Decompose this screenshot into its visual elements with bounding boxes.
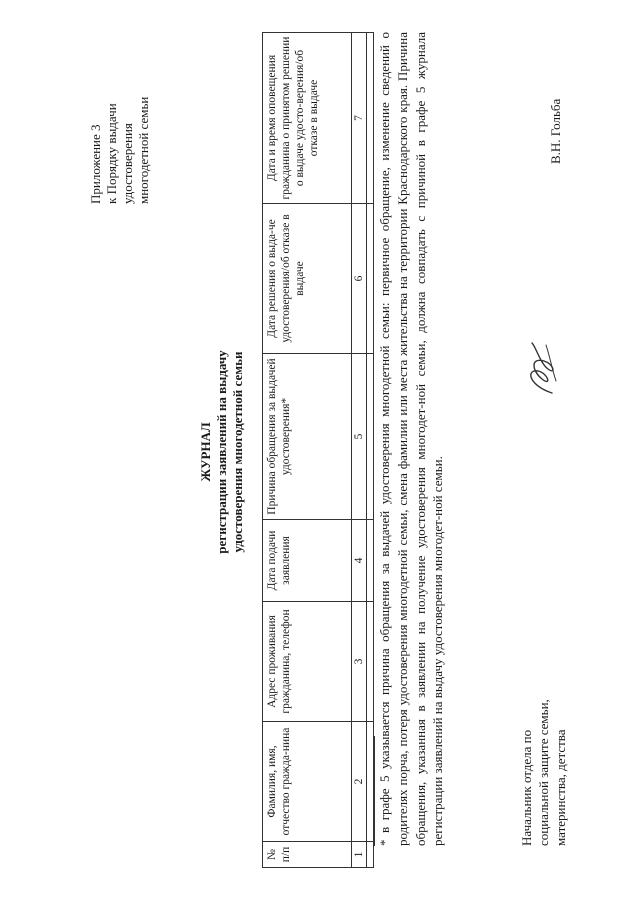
column-number: 1 bbox=[352, 842, 367, 868]
column-header: Дата подачи заявления bbox=[263, 520, 352, 602]
appendix-line: Приложение 3 bbox=[88, 124, 103, 204]
table-cell bbox=[367, 520, 374, 602]
table-cell bbox=[367, 354, 374, 520]
table-cell bbox=[367, 204, 374, 354]
table-cell bbox=[367, 842, 374, 868]
appendix-line: к Порядку выдачи bbox=[104, 103, 119, 204]
appendix-note bbox=[88, 34, 152, 204]
title-line: ЖУРНАЛ bbox=[198, 422, 213, 482]
title-line: удостоверения многодетной семьи bbox=[230, 351, 245, 553]
signer-line: социальной защите семьи, bbox=[536, 699, 551, 846]
column-number-row bbox=[352, 33, 367, 868]
signer-position bbox=[518, 699, 569, 846]
table-header-row bbox=[263, 33, 352, 868]
handwritten-signature bbox=[522, 339, 562, 399]
footnote: * в графе 5 указывается причина обращения за выдачей удостоверения многодетной семьи: первичное обращение, изменение сведений о родителях порча, потеря удостоверения многодетной семьи, смена фамилии или места жительства на территории Краснодарского края. Причина обращения, указанная в заявлении на получение удостоверения многодет-ной семьи, должна совпадать с причиной в графе 5 журнала регистрации заявлений на выдачу удостоверения многодет-ной семьи. bbox=[377, 32, 446, 846]
table-row bbox=[367, 33, 374, 868]
column-header: Дата решения о выда-че удостоверения/об отказе в выдаче bbox=[263, 204, 352, 354]
table-cell bbox=[367, 33, 374, 204]
signer-name: В.Н. Гольба bbox=[548, 98, 563, 164]
table-cell bbox=[367, 602, 374, 722]
appendix-line: удостоверения bbox=[120, 123, 135, 204]
column-number: 2 bbox=[352, 722, 367, 842]
column-header: № п/п bbox=[263, 842, 352, 868]
column-number: 7 bbox=[352, 33, 367, 204]
signer-line: Начальник отдела по bbox=[519, 729, 534, 846]
title-line: регистрации заявлений на выдачу bbox=[214, 350, 229, 554]
signer-line: материнства, детства bbox=[553, 729, 568, 846]
column-header: Дата и время оповещения гражданина о принятом решении о выдаче удосто-верения/об отказе в выдаче bbox=[263, 33, 352, 204]
appendix-line: многодетной семьи bbox=[136, 96, 151, 204]
column-header: Причина обращения за выдачей удостоверения* bbox=[263, 354, 352, 520]
document-title bbox=[198, 0, 246, 904]
column-number: 6 bbox=[352, 204, 367, 354]
column-number: 3 bbox=[352, 602, 367, 722]
column-header: Адрес проживания гражданина, телефон bbox=[263, 602, 352, 722]
table-cell bbox=[367, 722, 374, 842]
column-number: 4 bbox=[352, 520, 367, 602]
column-header: Фамилия, имя, отчество гражда-нина bbox=[263, 722, 352, 842]
column-number: 5 bbox=[352, 354, 367, 520]
footnote-divider bbox=[374, 736, 375, 846]
journal-table bbox=[262, 32, 374, 868]
